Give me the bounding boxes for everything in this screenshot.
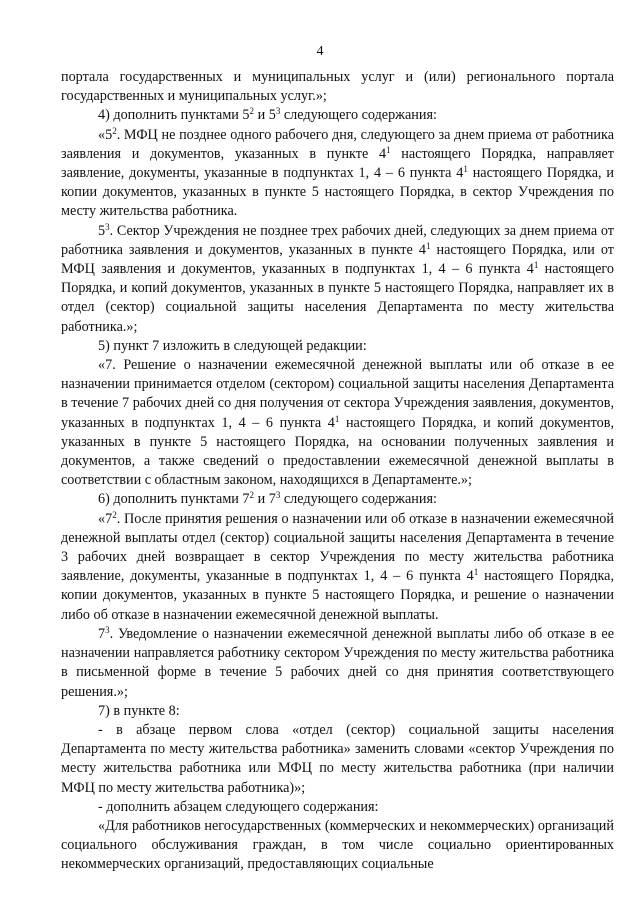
superscript: 3 bbox=[275, 490, 281, 501]
text-run: и 7 bbox=[254, 491, 276, 508]
text-run: настоящего Порядка, направляет заявление, документы, указанные в подпунктах 1, 4 – 6 пункта 4 bbox=[61, 145, 614, 182]
superscript: 2 bbox=[249, 490, 255, 501]
paragraph-p12 bbox=[61, 798, 614, 817]
text-run: настоящего Порядка, и копий документов, указанных в пункте 5 настоящего Порядка, направляет их в отдел (сектор) социальной защиты населения Департамента по месту жительства работника.»; bbox=[61, 261, 614, 335]
text-run: настоящего Порядка, или от МФЦ заявления и документов, указанных в подпунктах 1, 4 – 6 пункта 4 bbox=[61, 241, 615, 278]
text-run: 7 bbox=[98, 625, 106, 642]
paragraph-p3 bbox=[61, 126, 614, 222]
paragraph-p13 bbox=[61, 817, 614, 875]
paragraph-p6 bbox=[61, 356, 614, 490]
text-run: - дополнить абзацем следующего содержания: bbox=[98, 798, 379, 815]
paragraph-p8 bbox=[61, 510, 614, 625]
text-run: 7) в пункте 8: bbox=[98, 702, 180, 719]
superscript: 1 bbox=[425, 240, 431, 251]
page-number: 4 bbox=[316, 44, 324, 59]
superscript: 1 bbox=[463, 164, 468, 175]
superscript: 1 bbox=[334, 413, 340, 424]
text-run: настоящего Порядка, и копий документов, указанных в пункте 5 настоящего Порядка, на основании полученных заявления и документов, а также сведений о предоставлении ежемесячной денежной выплаты в соответствии с областным законом, находящихся в Департаменте.»; bbox=[61, 414, 614, 489]
text-run: «5 bbox=[98, 126, 113, 143]
paragraph-p1 bbox=[61, 68, 614, 106]
text-run: - в абзаце первом слова «отдел (сектор) социальной защиты населения Департамента по месту жительства работника» заменить словами «сектор Учреждения по месту жительства работника или МФЦ по месту жительства работника (при наличии МФЦ по месту жительства работника)»; bbox=[61, 721, 614, 796]
text-run: . После принятия решения о назначении или об отказе в назначении ежемесячной денежной выплаты отдел (сектор) социальной защиты населения Департамента в течение 3 рабочих дней возвращает в сектор Учреждения по месту жительства работника заявление, документы, указанные в подпунктах 1, 4 – 6 пункта 4 bbox=[61, 510, 614, 585]
text-run: 5 bbox=[98, 222, 106, 239]
text-run: и 5 bbox=[254, 107, 276, 124]
paragraph-p5 bbox=[61, 337, 614, 356]
paragraph-p2 bbox=[61, 106, 614, 125]
text-run: настоящего Порядка, копии документов, указанных в пункте 5 настоящего Порядка, и решение о назначении либо об отказе в назначении ежемесячной денежной выплаты. bbox=[61, 568, 614, 623]
text-run: «Для работников негосударственных (коммерческих и некоммерческих) организаций социального обслуживания граждан, в том числе социально ориентированных некоммерческих организаций, предоставляющих социальные bbox=[61, 817, 614, 873]
text-run: . Сектор Учреждения не позднее трех рабочих дней, следующих за днем приема от работника заявления и документов, указанных в пункте 4 bbox=[61, 222, 614, 258]
superscript: 1 bbox=[386, 144, 391, 155]
document-body bbox=[61, 68, 614, 875]
superscript: 1 bbox=[473, 567, 479, 578]
text-run: настоящего Порядка, и копии документов, указанных в пункте 5 настоящего Порядка, в сектор Учреждения по месту жительства работника. bbox=[61, 165, 614, 220]
superscript: 3 bbox=[105, 221, 110, 232]
superscript: 2 bbox=[112, 125, 117, 136]
text-run: «7 bbox=[98, 510, 113, 527]
text-run: 6) дополнить пунктами 7 bbox=[98, 491, 250, 508]
superscript: 2 bbox=[249, 106, 255, 117]
paragraph-p10 bbox=[61, 702, 614, 721]
text-run: портала государственных и муниципальных услуг и (или) регионального портала государственных и муниципальных услуг.»; bbox=[61, 69, 614, 105]
paragraph-p11 bbox=[61, 721, 614, 798]
superscript: 1 bbox=[533, 260, 539, 271]
paragraph-p7 bbox=[61, 490, 614, 509]
text-run: . Уведомление о назначении ежемесячной денежной выплаты либо об отказе в ее назначении направляется работнику сектором Учреждения по месту жительства работника в письменной форме в течение 5 рабочих дней со дня принятия соответствующего решения.»; bbox=[61, 625, 614, 700]
text-run: следующего содержания: bbox=[280, 491, 437, 508]
text-run: 5) пункт 7 изложить в следующей редакции: bbox=[98, 337, 367, 354]
paragraph-p9 bbox=[61, 625, 614, 702]
text-run: . МФЦ не позднее одного рабочего дня, следующего за днем приема от работника заявления и документов, указанных в пункте 4 bbox=[61, 126, 614, 162]
superscript: 2 bbox=[112, 509, 117, 520]
text-run: «7. Решение о назначении ежемесячной денежной выплаты или об отказе в ее назначении принимается отделом (сектором) социальной защиты населения Департамента в течение 7 рабочих дней со дня получения от сектора Учреждения заявления, документов, указанных в подпунктах 1, 4 – 6 пункта 4 bbox=[61, 357, 614, 431]
paragraph-p4 bbox=[61, 222, 614, 337]
text-run: 4) дополнить пунктами 5 bbox=[98, 107, 250, 124]
superscript: 3 bbox=[105, 624, 110, 635]
superscript: 3 bbox=[275, 106, 281, 117]
text-run: следующего содержания: bbox=[280, 107, 437, 124]
